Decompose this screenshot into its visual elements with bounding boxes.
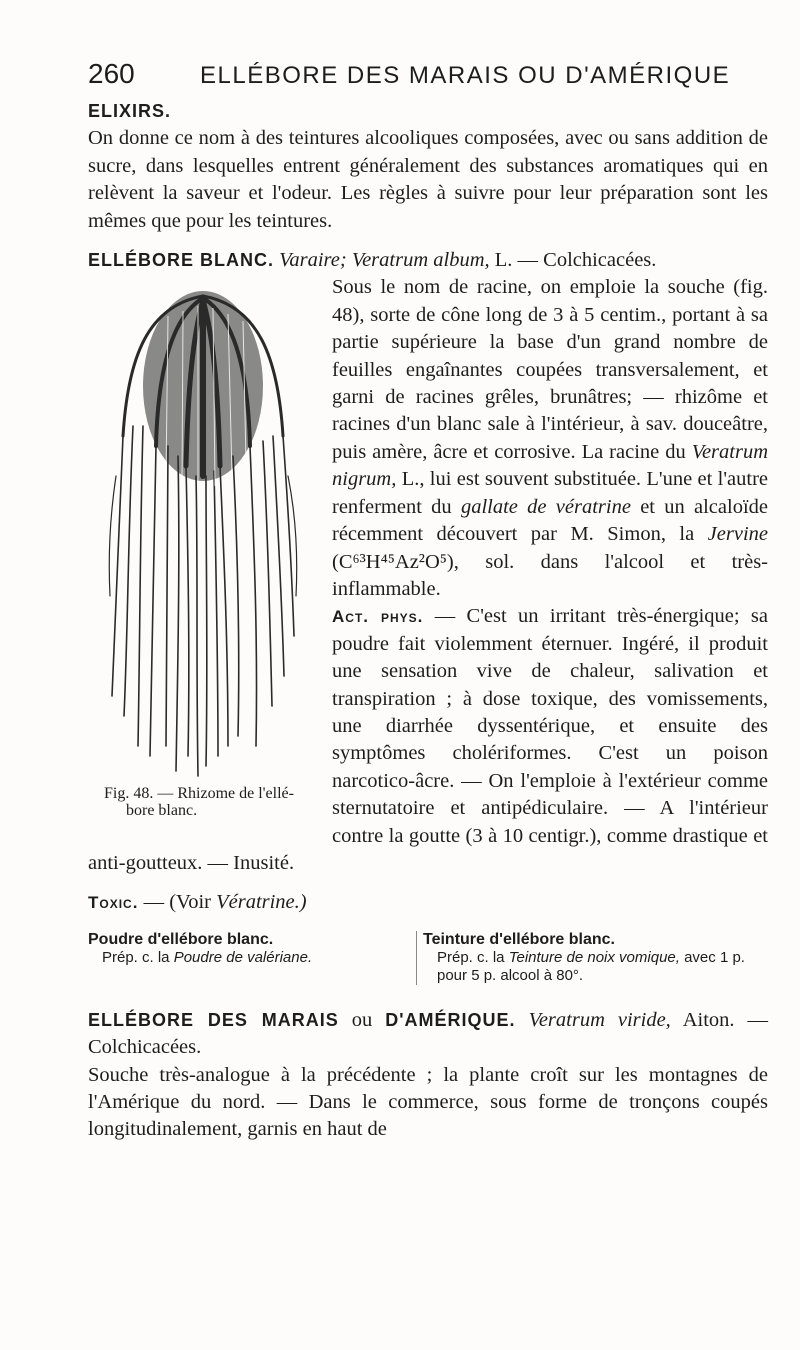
rhizome-figure (88, 276, 318, 821)
preparations (88, 931, 768, 985)
ellebore-blanc-description: Sous le nom de racine, on emploie la souche (fig. 48), sorte de cône long de 3 à 5 centim., portant à sa partie supérieure la base d'un grand nombre de feuilles engaînantes coupées transversalement, et garni de racines grêles, brunâtres; — rhizôme et racines d'un blanc sale à l'intérieur, à sav. douceâtre, puis amère, âcre et corrosive. La racine du Veratrum nigrum, L., lui est souvent substituée. L'une et l'autre renferment du gallate de vératrine et un alcaloïde récemment découvert par M. Simon, la Jervine (C⁶³H⁴⁵Az²O⁵), sol. dans l'alcool et très-inflammable. (332, 276, 769, 600)
toxic-line: Toxic. — (Voir Vératrine.) (88, 891, 307, 914)
ellebore-marais-paragraph: Souche très-analogue à la précédente ; la plante croît sur les montagnes de l'Amérique du nord. — Dans le commerce, sous forme de tronçons coupés longitudinalement, garnis en haut de (88, 1063, 768, 1141)
running-header (80, 58, 770, 98)
running-title: ELLÉBORE DES MARAIS OU D'AMÉRIQUE (200, 62, 731, 89)
page (80, 58, 770, 1141)
teinture-preparation: Teinture d'ellébore blanc. Prép. c. la Teinture de noix vomique, avec 1 p. pour 5 p. alcool à 80°. (416, 931, 768, 985)
poudre-preparation: Poudre d'ellébore blanc. Prép. c. la Poudre de valériane. (88, 930, 313, 966)
rhizome-illustration (88, 276, 318, 781)
page-number: 260 (88, 58, 135, 89)
elixirs-paragraph: On donne ce nom à des teintures alcooliques composées, avec ou sans addition de sucre, dans lesquelles entrent généralement des substances aromatiques qui en relèvent la saveur et l'odeur. Les règles à suivre pour leur préparation sont les mêmes que pour les teintures. (88, 127, 768, 232)
ellebore-blanc-heading: ELLÉBORE BLANC. Varaire; Veratrum album, L. — Colchicacées. (88, 249, 657, 272)
page-body (88, 98, 768, 1144)
ellebore-marais-heading: ELLÉBORE DES MARAIS ou D'AMÉRIQUE. Veratrum viride, Aiton. — Colchicacées. (88, 1008, 769, 1059)
elixirs-heading: ELIXIRS. (88, 101, 172, 121)
figure-caption: Fig. 48. — Rhizome de l'ellé- bore blanc. (104, 785, 294, 820)
ellebore-blanc-action: Act. phys. — C'est un irritant très-énergique; sa poudre fait violemment éternuer. Ingéré, il produit une sensation vive de chaleur, salivation et transpiration ; à dose toxique, des vomissements, une diarrhée dyssentérique, et ensuite des symptômes cholériformes. C'est un poison narcotico-âcre. — On l'emploie à l'extérieur comme sternutatoire et antipédiculaire. — A l'intérieur contre la goutte (3 à 10 centigr.), comme drastique et anti-goutteux. — Inusité. (88, 605, 769, 874)
